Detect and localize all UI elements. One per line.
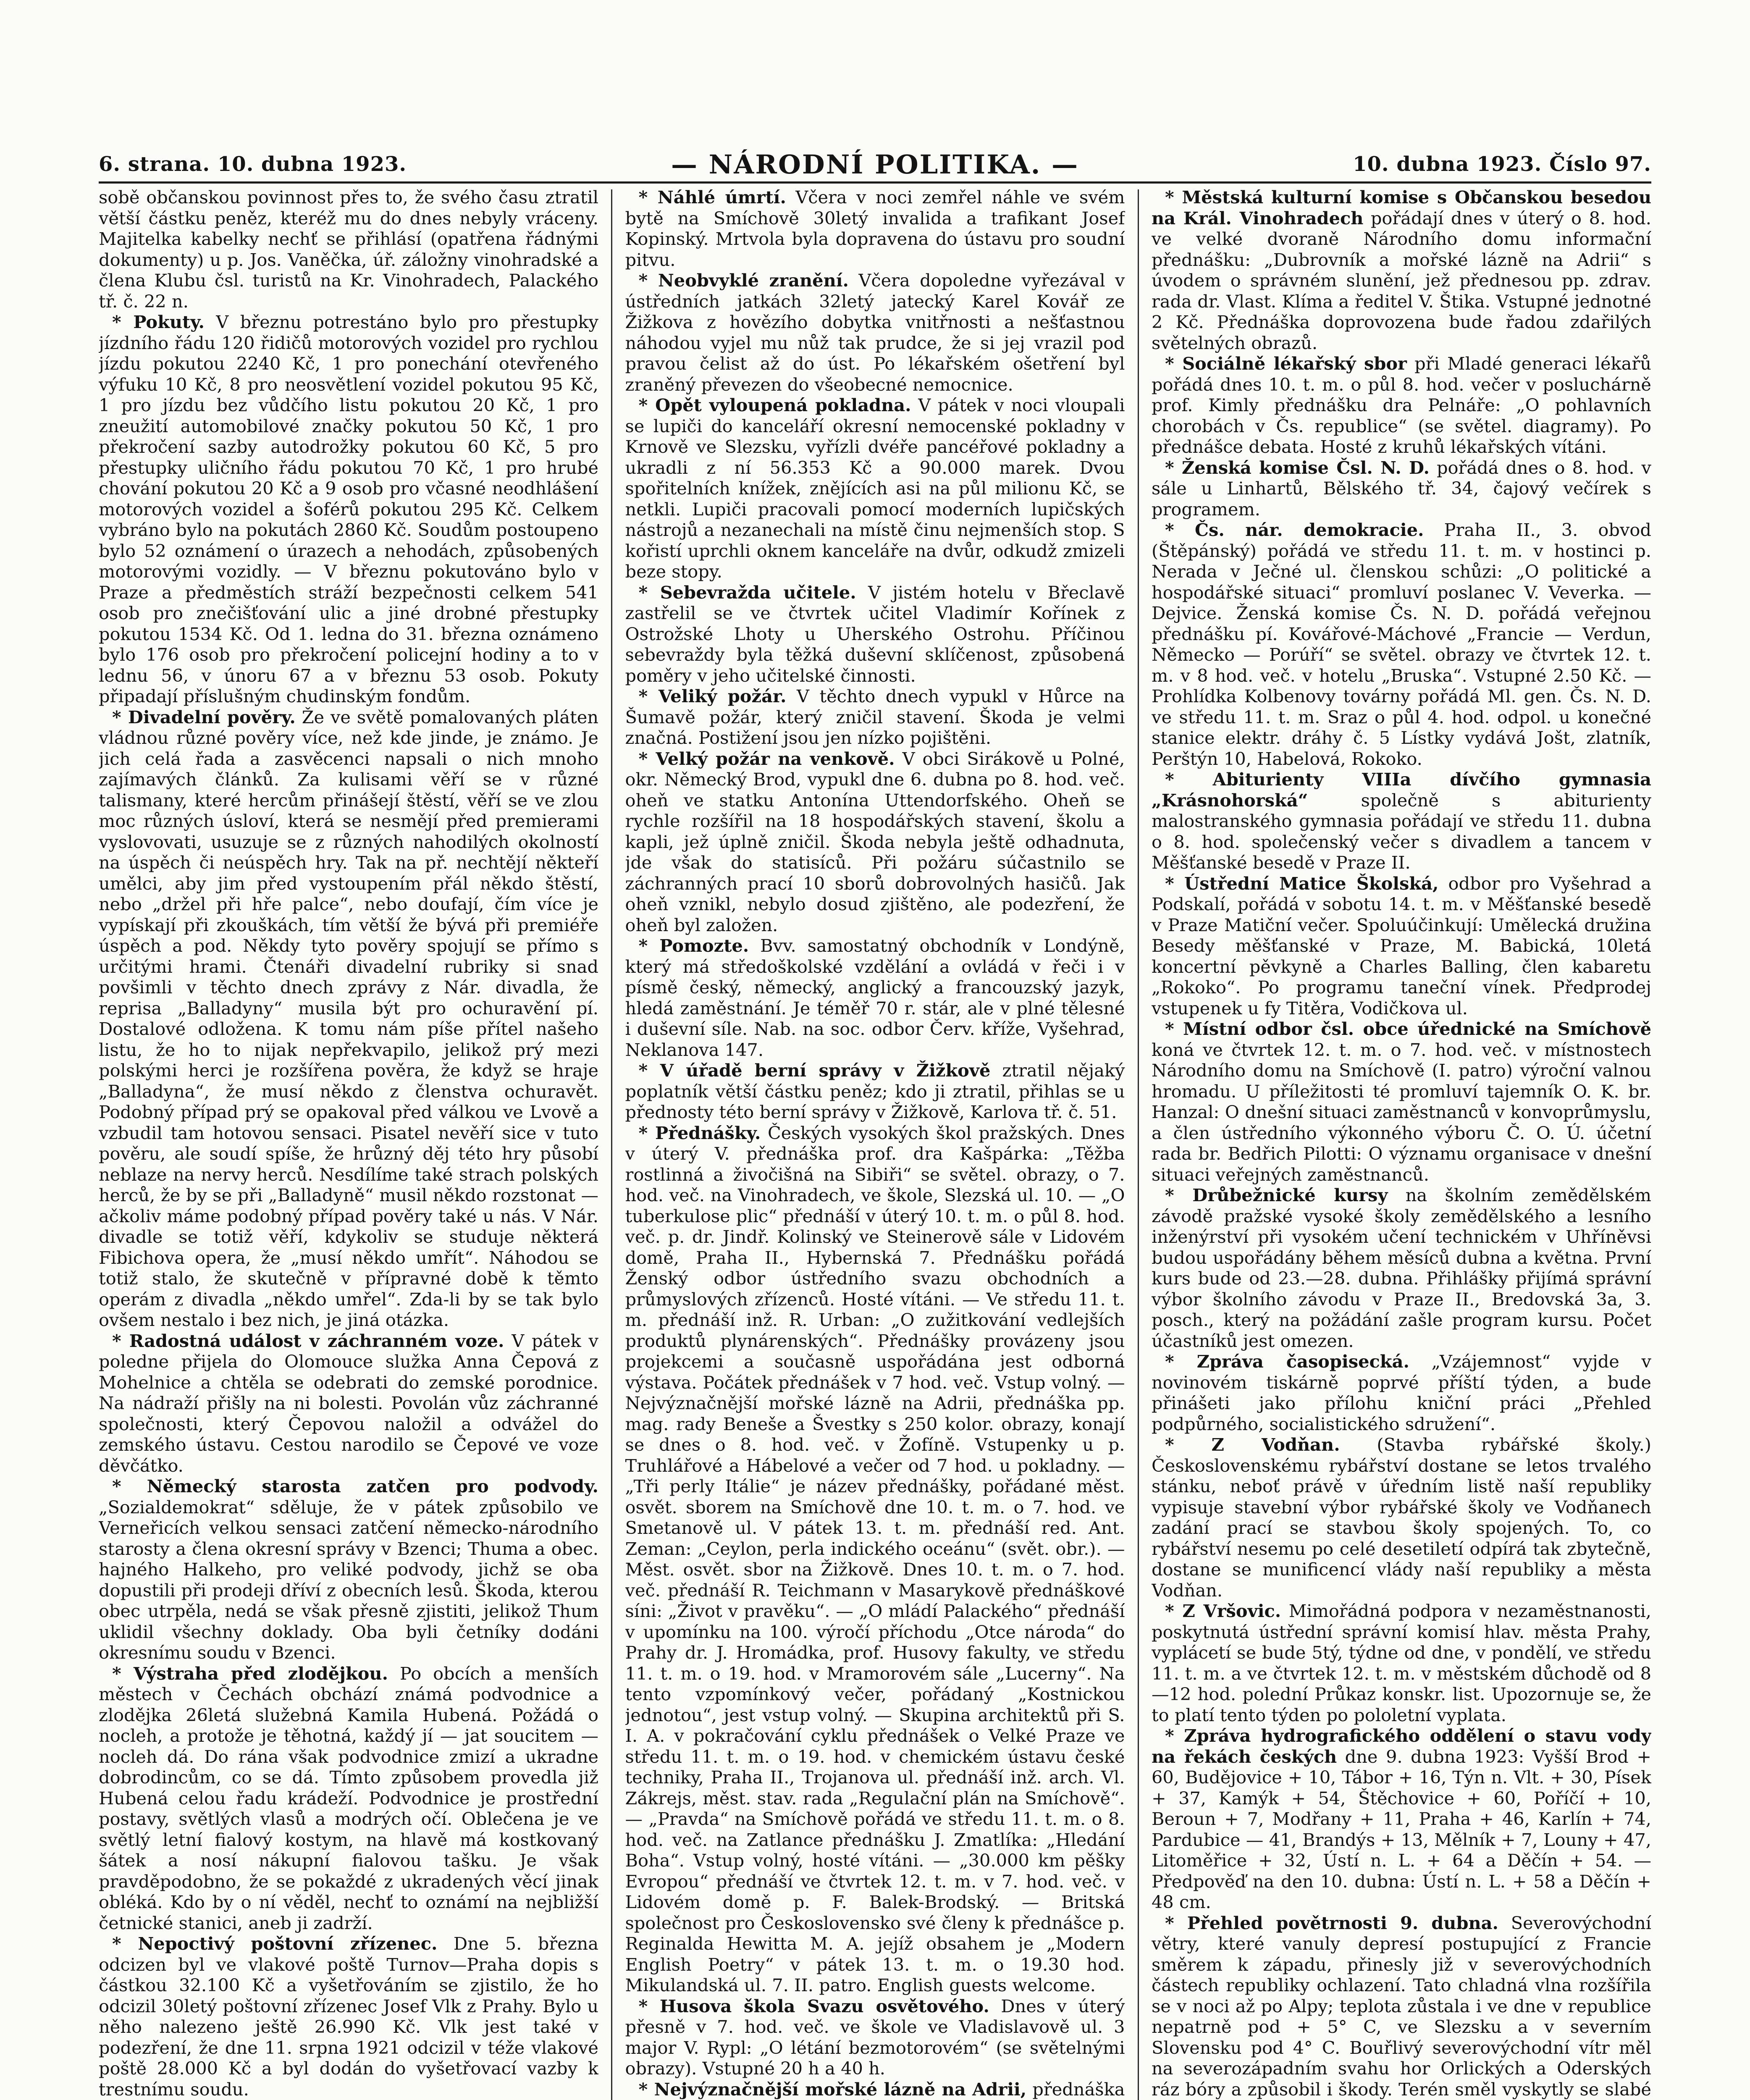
news-item bbox=[99, 1476, 598, 1663]
news-item bbox=[99, 1331, 598, 1476]
news-item-text: V obci Sirákově u Polné, okr. Německý Brod, vypukl dne 6. dubna po 8. hod. več. oheň ve statku Antonína Uttendorfského. Oheň se rychle rozšířil na 18 hospodářských stavení, školu a kapli, jež úplně zničil. Škoda nebyla ještě odhadnuta, jde však do statisíců. Při požáru súčastnilo se záchranných prací 10 sborů dobrovolných hasičů. Jak oheň vznikl, nebylo dosud zjištěno, ale podezření, že oheň byl založen. bbox=[625, 748, 1125, 935]
news-item-text: Bvv. samostatný obchodník v Londýně, který má středoškolské vzdělání a ovládá v řeči i v písmě český, německý, anglický a francouzský jazyk, hledá zaměstnání. Je téměř 70 r. stár, ale v plné tělesné i duševní síle. Nab. na soc. odbor Červ. kříže, Vyšehrad, Neklanova 147. bbox=[625, 935, 1125, 1060]
column-1 bbox=[99, 187, 598, 2100]
news-item-headline: * Sociálně lékařský sbor bbox=[1165, 353, 1407, 374]
page-number-date: 6. strana. 10. dubna 1923. bbox=[99, 152, 407, 176]
news-item-headline: * Z Vodňan. bbox=[1165, 1434, 1340, 1455]
news-item-headline: * Drůbežnické kursy bbox=[1165, 1185, 1388, 1205]
news-item-headline: * Městská kulturní komise s Občanskou besedou na Král. Vinohradech bbox=[1152, 187, 1651, 228]
masthead-title: — NÁRODNÍ POLITIKA. — bbox=[671, 149, 1079, 180]
news-item bbox=[1152, 187, 1651, 353]
news-item bbox=[625, 395, 1125, 582]
news-item bbox=[99, 1663, 598, 1934]
news-item-headline: * Husova škola Svazu osvětového. bbox=[638, 1995, 989, 2016]
news-item bbox=[625, 748, 1125, 936]
news-item-headline: * Pomozte. bbox=[638, 935, 749, 956]
news-item-text: pořádá dnes o 8. hod. v sále u Linhartů, Bělského tř. 34, čajový večírek s programem. bbox=[1152, 457, 1651, 520]
news-item bbox=[1152, 1351, 1651, 1434]
news-item-text: přednáška bbox=[1032, 2079, 1125, 2100]
news-item-headline: * Veliký požár. bbox=[638, 686, 787, 706]
column-divider bbox=[1138, 189, 1139, 2100]
news-item bbox=[625, 1060, 1125, 1123]
news-item-headline: * Divadelní pověry. bbox=[112, 706, 296, 727]
news-item-text: Mimořádná podpora v nezaměstnanosti, poskytnutá ústřední správní komisí hlav. města Prahy, vyplácetí se bude 5tý, týdne od dne, v pondělí, ve středu 11. t. m. a ve čtvrtek 12. t. m. v městském důchodě od 8—12 hod. polední Průkaz konskr. list. Upozornuje se, že to platí tento týden po pololetní vyplata. bbox=[1152, 1601, 1651, 1725]
news-item-text: Praha II., 3. obvod (Štěpánský) pořádá ve středu 11. t. m. v hostinci p. Nerada v Ječné ul. členskou schůzi: „O politické a hospodářské situaci“ promluví poslanec V. Veverka. — Dejvice. Ženská komise Čs. N. D. pořádá veřejnou přednášku pí. Kovářové-Máchové „Francie — Verdun, Německo — Porúří“ se světel. obrazy ve čtvrtek 12. t. m. v 8 hod. več. v hotelu „Bruska“. Vstupné 2.50 Kč. — Prohlídka Kolbenovy továrny pořádá Ml. gen. Čs. N. D. ve středu 11. t. m. Sraz o půl 4. hod. odpol. u konečné stanice elektr. dráhy č. 5 Lístky vydává Jošt, zlatník, Perštýn 10, Habelová, Rokoko. bbox=[1152, 520, 1651, 769]
news-item-headline: * Ženská komise Čsl. N. D. bbox=[1165, 457, 1430, 478]
news-item-text: sobě občanskou povinnost přes to, že svého času ztratil větší částku peněz, kteréž mu do dnes nebyly vráceny. Majitelka kabelky nechť se přihlásí (opatřena řádnými dokumenty) u p. Jos. Vaněčka, úř. záložny vinohradské a člena Klubu čsl. turistů na Kr. Vinohradech, Palackého tř. č. 22 n. bbox=[99, 187, 598, 312]
column-3 bbox=[1152, 187, 1651, 2100]
news-item-headline: * Náhlé úmrtí. bbox=[638, 187, 786, 207]
news-item-headline: * Sebevražda učitele. bbox=[638, 582, 856, 603]
news-item bbox=[625, 686, 1125, 748]
news-item-text: V pátek v noci vloupali se lupiči do kanceláří okresní nemocenské pokladny v Krnově ve Slezsku, vyřízli dvéře pancéřové pokladny a ukradli z ní 56.353 Kč a 90.000 marek. Dvou spořitelních knížek, znějících asi na půl milionu Kč, se netkli. Lupiči pracovali pomocí moderních lupičských nástrojů a nezanechali na místě činu nejmenších stop. S kořistí uprchli oknem kanceláře na dvůr, odkudž zmizeli beze stopy. bbox=[625, 395, 1125, 582]
news-item bbox=[625, 187, 1125, 270]
news-item-text: V pátek v poledne přijela do Olomouce služka Anna Čepová z Mohelnice a chtěla se odebrati do zemské porodnice. Na nádraží přišly na ni bolesti. Povolán vůz záchranné společnosti, který Čepovou naložil a odvážel do zemského ústavu. Cestou narodilo se Čepové ve voze děvčátko. bbox=[99, 1330, 598, 1476]
news-item bbox=[1152, 1725, 1651, 1913]
news-item bbox=[625, 1996, 1125, 2079]
news-item bbox=[625, 270, 1125, 395]
news-item-headline: * Čs. nár. demokracie. bbox=[1165, 520, 1424, 540]
column-2 bbox=[625, 187, 1125, 2100]
news-item-text: Českých vysokých škol pražských. Dnes v úterý V. přednáška prof. dra Kašpárka: „Těžba rostlinná a živočišná na Sibiři“ se světel. obrazy, o 7. hod. več. na Vinohradech, ve škole, Slezská ul. 10. — „O tuberkulose plic“ přednáší v úterý 10. t. m. o půl 8. hod. več. p. dr. Jindř. Kolinský ve Steinerově sále v Lidovém domě, Praha II., Hybernská 7. Přednášku pořádá Ženský odbor ústředního svazu obchodních a průmyslových zřízenců. Hosté vítáni. — Ve středu 11. t. m. přednáší inž. R. Urban: „O zužitkování vedlejších produktů plynárenských“. Přednášky provázeny jsou projekcemi a současně uspořádána jest odborná výstava. Počátek přednášek v 7 hod. več. Vstup volný. — Nejvýznačnější mořské lázně na Adrii, přednáška pp. mag. rady Beneše a Švestky s 250 kolor. obrazy, konají se dnes o 8. hod. več. v Žofíně. Vstupenky u p. Truhlářové a Hábelové a večer od 7 hod. u pokladny. — „Tři perly Itálie“ je název přednášky, pořádané měst. osvět. sborem na Smíchově dne 10. t. m. o 7. hod. ve Smetanově ul. V pátek 13. t. m. přednáší red. Ant. Zeman: „Ceylon, perla indického oceánu“ (svět. obr.). — Měst. osvět. sbor na Žižkově. Dnes 10. t. m. o 7. hod. več. přednáší R. Teichmann v Masarykově přednáškové síni: „Život v pravěku“. — „O mládí Palackého“ přednáší v upomínku na 100. výročí příchodu „Otce národa“ do Prahy dr. J. Hromádka, prof. Husovy fakulty, ve středu 11. t. m. o 19. hod. v Mramorovém sále „Lucerny“. Na tento vzpomínkový večer, pořádaný „Kostnickou jednotou“, jest vstup volný. — Skupina architektů při S. I. A. v pokračování cyklu přednášek o Velké Praze ve středu 11. t. m. o 19. hod. v chemickém ústavu české techniky, Praha II., Trojanova ul. přednáší inž. arch. Vl. Zákrejs, měst. stav. rada „Regulační plán na Smíchově“. — „Pravda“ na Smíchově pořádá ve středu 11. t. m. o 8. hod. več. na Zatlance přednášku J. Zmatlíka: „Hledání Boha“. Vstup volný, hosté vítáni. — „30.000 km pěšky Evropou“ přednáší ve čtvrtek 12. t. m. v 7. hod. več. v Lidovém domě p. F. Balek-Brodský. — Britská společnost pro Československo své členy k přednášce p. Reginalda Hewitta M. A. jejíž obsahem je „Modern English Poetry“ v pátek 13. t. m. o 19.30 hod. Mikulandská ul. 7. II. patro. English guests welcome. bbox=[625, 1122, 1125, 1995]
news-item-text: (Stavba rybářské školy.) Československému rybářství dostane se letos trvalého stánku, neboť právě v úředním listě naší republiky vypisuje stavební výbor rybářské školy ve Vodňanech zadání prací se stavbou školy spojených. To, co rybářství nesemu po celé desetiletí odpírá tak zbytečně, dostane se munificencí vlády naší republiky a města Vodňan. bbox=[1152, 1434, 1651, 1601]
news-item-headline: * V úřadě berní správy v Žižkově bbox=[638, 1060, 991, 1081]
news-item bbox=[625, 582, 1125, 686]
news-item-headline: * Z Vršovic. bbox=[1165, 1601, 1281, 1621]
news-item-headline: * Nejvýznačnější mořské lázně na Adrii, bbox=[638, 2079, 1027, 2100]
news-item-headline: * Pokuty. bbox=[112, 312, 205, 332]
news-item-headline: * Výstraha před zlodějkou. bbox=[112, 1663, 388, 1684]
news-item bbox=[1152, 1434, 1651, 1601]
news-item-text: V těchto dnech vypukl v Hůrce na Šumavě požár, který zničil stavení. Škoda je velmi značná. Postižení jsou jen nízko pojištěni. bbox=[625, 686, 1125, 748]
news-item-text: „Vzájemnost“ vyjde v novinovém tiskárně poprvé příští týden, a bude přinášeti jako přílohu kniční práci „Přehled podpůrného, socialistického sdružení“. bbox=[1152, 1351, 1651, 1434]
news-item bbox=[99, 1933, 598, 2100]
news-item-text: Severovýchodní větry, které vanuly depresí postupující z Francie směrem k západu, přinesly již v severovýchodních částech republiky ochlazení. Tato chladná vlna rozšířila se v noci až po Alpy; teplota zůstala i ve dne v republice nepatrně pod + 5° C, ve Slezsku a v severním Slovensku pod 4° C. Bouřlivý severovýchodní vítr měl na severozápadním svahu hor Orlických a Oderských ráz bóry a způsobil i škody. Terén směl vyskytly se slabé bbox=[1152, 1912, 1651, 2100]
news-item-headline: * Německý starosta zatčen pro podvody. bbox=[112, 1476, 598, 1496]
news-item-text: společně s abiturienty malostranského gymnasia pořádají ve středu 11. dubna o 8. hod. společenský večer s divadlem a tancem v Měšťanské besedě v Praze II. bbox=[1152, 790, 1651, 873]
news-item-headline: * Přehled povětrnosti 9. dubna. bbox=[1165, 1912, 1498, 1933]
news-item-text: Včera v noci zemřel náhle ve svém bytě na Smíchově 30letý invalida a trafikant Josef Kopinský. Mrtvola byla dopravena do ústavu pro soudní pitvu. bbox=[625, 187, 1125, 270]
news-item-text: dne 9. dubna 1923: Vyšší Brod + 60, Budějovice + 10, Tábor + 16, Týn n. Vlt. + 30, Písek + 37, Kamýk + 54, Štěchovice + 60, Poříčí + 10, Beroun + 7, Modřany + 11, Praha + 46, Karlín + 74, Pardubice — 41, Brandýs + 13, Mělník + 7, Louny + 47, Litoměřice + 32, Ústí n. L. + 64 a Děčín + 54. — Předpověď na den 10. dubna: Ústí n. L. + 58 a Děčín + 48 cm. bbox=[1152, 1746, 1651, 1912]
news-item-text: Dne 5. března odcizen byl ve vlakové poště Turnov—Praha dopis s částkou 32.100 Kč a vyšetřováním se zjistilo, že ho odcizil 30letý poštovní zřízenec Josef Vlk z Prahy. Bylo u něho nalezeno ještě 26.990 Kč. Vlk jest také v podezření, že dne 11. srpna 1921 odcizil v téže vlakové poště 28.000 Kč a byl dodán do vyšetřovací vazby k trestnímu soudu. bbox=[99, 1933, 598, 2100]
news-item-text: „Sozialdemokrat“ sděluje, že v pátek způsobilo ve Verneřicích velkou sensaci zatčení německo-národního starosty a člena okresní správy v Bzenci; Thuma a obec. hajného Halkeho, pro veliké podvody, jichž se oba dopustili při prodeji dříví z obecních lesů. Škoda, kterou obec utrpěla, nedá se však přesně zjistiti, jelikož Thum uklidil všechny doklady. Oba byli četníky dodáni okresnímu soudu v Bzenci. bbox=[99, 1496, 598, 1663]
news-item-text: na školním zemědělském závodě pražské vysoké školy zemědělského a lesního inženýrství při vysokém učení technickém v Uhříněvsi budou uspořádány během měsíců dubna a května. První kurs bude od 23.—28. dubna. Přihlášky přijímá správní výbor školního závodu v Praze II., Bredovská 3a, 3. posch., který na požádání zašle program kursu. Počet účastníků jest omezen. bbox=[1152, 1185, 1651, 1351]
news-item-text: při Mladé generaci lékařů pořádá dnes 10. t. m. o půl 8. hod. večer v posluchárně prof. Kimly přednášku dra Pelnáře: „O pohlavních chorobách v Čs. republice“ (se světel. diagramy). Po přednášce debata. Hosté z kruhů lékařských vítáni. bbox=[1152, 353, 1651, 457]
news-item bbox=[1152, 457, 1651, 520]
news-item bbox=[1152, 873, 1651, 1019]
news-item-headline: * Zpráva časopisecká. bbox=[1165, 1351, 1409, 1372]
news-item-text: odbor pro Vyšehrad a Podskalí, pořádá v sobotu 14. t. m. v Měšťanské besedě v Praze Matiční večer. Spoluúčinkují: Umělecká družina Besedy měšťanské v Praze, M. Babická, 10letá koncertní pěvkyně a Charles Balling, člen kabaretu „Rokoko“. Po programu taneční vínek. Předprodej vstupenek u fy Titěra, Vodičkova ul. bbox=[1152, 873, 1651, 1018]
news-item bbox=[625, 2079, 1125, 2100]
news-item bbox=[1152, 520, 1651, 769]
news-item-text: V březnu potrestáno bylo pro přestupky jízdního řádu 120 řidičů motorových vozidel pro rychlou jízdu pokutou 2240 Kč, 1 pro ponechání otevřeného výfuku 10 Kč, 8 pro neosvětlení vozidel pokutou 95 Kč, 1 pro jízdu bez vůdčího listu pokutou 20 Kč, 1 pro zneužití automobilové značky pokutou 50 Kč, 1 pro překročení sazby autodrožky pokutou 60 Kč, 5 pro přestupky uličního řádu pokutou 70 Kč, 1 pro hrubé chování pokutou 20 Kč a 9 osob pro včasné neodhlášení motorových vozidel a šoférů pokutou 295 Kč. Celkem vybráno bylo na pokutách 2860 Kč. Soudům postoupeno bylo 52 oznámení o úrazech a nehodách, způsobených motorovými vozidly. — V březnu pokutováno bylo v Praze a předměstích stráží bezpečnosti celkem 541 osob pro znečišťování ulic a jiné drobné přestupky pokutou 1534 Kč. Od 1. ledna do 31. března oznámeno bylo 176 osob pro překročení policejní hodiny a to v lednu 56, v únoru 67 a v březnu 53 osob. Pokuty připadají příslušným chudinským fondům. bbox=[99, 312, 598, 706]
news-item bbox=[1152, 769, 1651, 873]
news-item-headline: * Zpráva hydrografického oddělení o stavu vody na řekách českých bbox=[1152, 1725, 1651, 1767]
news-item-text: pořádají dnes v úterý o 8. hod. ve velké dvoraně Národního domu informační přednášku: „Dubrovník a mořské lázně na Adrii“ s úvodem o správném slunění, jež přednesou pp. zdrav. rada dr. Vlast. Klíma a ředitel V. Štika. Vstupné jednotné 2 Kč. Přednáška doprovozena bude řadou zdařilých světelných obrazů. bbox=[1152, 207, 1651, 353]
news-item bbox=[99, 187, 598, 312]
news-item-text: Dnes v úterý přesně v 7. hod. več. ve škole ve Vladislavově ul. 3 major V. Rypl: „O létání bezmotorovém“ (se světelnými obrazy). Vstupné 20 h a 40 h. bbox=[625, 1995, 1125, 2079]
news-item-headline: * Abiturienty VIIIa dívčího gymnasia „Krásnohorská“ bbox=[1152, 769, 1651, 811]
news-item bbox=[625, 1123, 1125, 1996]
news-item-headline: * Přednášky. bbox=[638, 1122, 761, 1143]
issue-date-number: 10. dubna 1923. Číslo 97. bbox=[1353, 152, 1651, 176]
news-item bbox=[99, 707, 598, 1331]
news-item bbox=[1152, 353, 1651, 457]
header-divider bbox=[99, 181, 1651, 184]
news-item bbox=[99, 312, 598, 707]
article-columns bbox=[99, 187, 1651, 2100]
news-item-text: koná ve čtvrtek 12. t. m. o 7. hod. več. v místnostech Národního domu na Smíchově (I. patro) výroční valnou hromadu. U příležitosti té promluví tajemník O. K. br. Hanzal: O dnešní situaci zaměstnanců v konvoprůmyslu, a člen ústředního výkonného výboru Č. O. Ú. účetní rada br. Bedřich Pilotti: O významu organisace v dnešní situaci veřejných zaměstnanců. bbox=[1152, 1039, 1651, 1185]
news-item-headline: * Radostná událost v záchranném voze. bbox=[112, 1330, 504, 1351]
news-item-text: Po obcích a menších městech v Čechách obchází známá podvodnice a zlodějka 26letá služebná Kamila Hubená. Požádá o nocleh, a protože je těhotná, každý jí — jat soucitem — nocleh dá. Do rána však podvodnice zmizí a ukradne dobrodincům, co se dá. Tímto způsobem provedla již Hubená celou řadu krádeží. Podvodnice je prostřední postavy, světlých vlasů a modrých očí. Oblečena je ve světlý letní fialový kostym, na hlavě má kostkovaný šátek a nosí nákupní fialovou tašku. Je však pravděpodobno, že se pokaždé z ukradených věcí jinak obléká. Kdo by o ní věděl, nechť to oznámí na nejbližší četnické stanici, aneb ji zadrží. bbox=[99, 1663, 598, 1933]
news-item bbox=[1152, 1185, 1651, 1351]
news-item-headline: * Neobvyklé zranění. bbox=[638, 270, 849, 291]
news-item bbox=[625, 935, 1125, 1060]
news-item-text: ztratil nějaký poplatník větší částku peněz; kdo ji ztratil, přihlas se u přednosty této berní správy v Žižkově, Karlova tř. č. 51. bbox=[625, 1060, 1125, 1122]
news-item-headline: * Opět vyloupená pokladna. bbox=[638, 395, 911, 415]
news-item-text: Včera dopoledne vyřezával v ústředních jatkách 32letý jatecký Karel Kovář ze Žižkova z hovězího dobytka vnitřnosti a nešťastnou náhodou vyjel mu nůž tak prudce, že si jej vrazil pod pravou čelist až do úst. Po lékařském ošetření byl zraněný převezen do všeobecné nemocnice. bbox=[625, 270, 1125, 395]
page-header bbox=[99, 149, 1651, 178]
news-item-headline: * Ústřední Matice Školská, bbox=[1165, 873, 1439, 894]
news-item bbox=[1152, 1601, 1651, 1725]
news-item-headline: * Velký požár na venkově. bbox=[638, 748, 895, 769]
column-divider bbox=[611, 189, 612, 2100]
news-item bbox=[1152, 1913, 1651, 2100]
news-item-text: V jistém hotelu v Břeclavě zastřelil se ve čtvrtek učitel Vladimír Kořínek z Ostrožské Lhoty u Uherského Ostrohu. Příčinou sebevraždy byla těžká duševní sklíčenost, způsobená poměry v jeho učitelské činnosti. bbox=[625, 582, 1125, 686]
news-item bbox=[1152, 1018, 1651, 1185]
news-item-text: Že ve světě pomalovaných pláten vládnou různé pověry více, než kde jinde, je známo. Je jich celá řada a zasvěcenci napsali o nich mnoho zajímavých článků. Za kulisami věří se v různé talismany, které hercům přinášejí štěstí, věří se ve zlou moc různých úsloví, která se nesmějí před premierami vyslovovati, usuzuje se z různých nahodilých okolností na úspěch či neúspěch hry. Tak na př. nechtějí někteří umělci, aby jim před vystoupením přál někdo štěstí, nebo „držel při hře palce“, nebo doufají, čím více je vypískají při zkouškách, tím větší že bývá při premiéře úspěch a pod. Někdy tyto pověry spojují se přímo s určitými hrami. Čtenáři divadelní rubriky si snad povšimli v těchto dnech zprávy z Nár. divadla, že reprisa „Balladyny“ musila být pro ochuravění pí. Dostalové odložena. K tomu nám píše přítel našeho listu, že ho to nijak nepřekvapilo, jelikož prý mezi polskými herci je rozšířena pověra, že když se hraje „Balladyna“, že musí někdo z členstva ochuravět. Podobný případ prý se opakoval před válkou ve Lvově a vzbudil tam hotovou sensaci. Pisatel nevěří sice v tuto pověru, ale soudí spíše, že hrůzný děj této hry působí neblaze na nervy herců. Nesdílíme také strach polských herců, že by se při „Balladyně“ musil někdo rozstonat — ačkoliv máme podobný případ pověry také u nás. V Nár. divadle se totiž věří, kdykoliv se studuje některá Fibichova opera, že „musí někdo umřít“. Náhodou se totiž stalo, že skutečně v přípravné době k těmto operám z divadla „někdo umřel“. Zda-li by se tak bylo ovšem nestalo i bez nich, je jiná otázka. bbox=[99, 706, 598, 1330]
news-item-headline: * Místní odbor čsl. obce úřednické na Smíchově bbox=[1165, 1018, 1651, 1039]
news-item-headline: * Nepoctivý poštovní zřízenec. bbox=[112, 1933, 438, 1954]
